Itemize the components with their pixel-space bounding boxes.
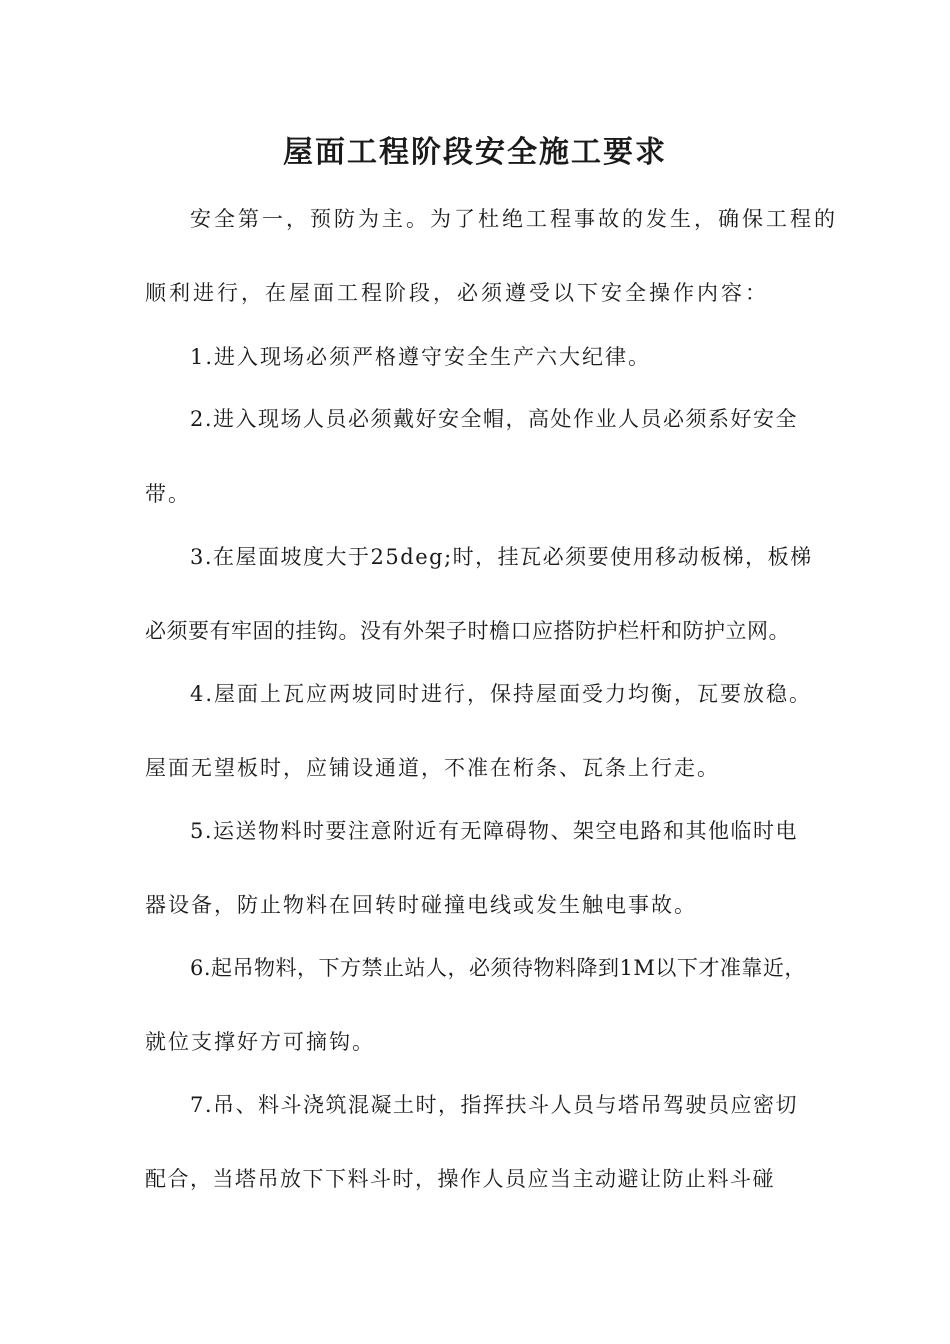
list-item-line: 3.在屋面坡度大于25deg;时，挂瓦必须要使用移动板梯，板梯 xyxy=(190,545,813,569)
list-item-line: 5.运送物料时要注意附近有无障碍物、架空电路和其他临时电 xyxy=(190,819,799,843)
list-item-line: 7.吊、料斗浇筑混凝土时，指挥扶斗人员与塔吊驾驶员应密切 xyxy=(190,1093,799,1117)
list-item-line: 器设备，防止物料在回转时碰撞电线或发生触电事故。 xyxy=(145,893,697,917)
list-item-line: 配合，当塔吊放下下料斗时，操作人员应当主动避让防止料斗碰 xyxy=(145,1167,775,1191)
list-item-line: 带。 xyxy=(145,482,191,506)
paragraph-line: 顺利进行，在屋面工程阶段，必须遵受以下安全操作内容： xyxy=(145,281,769,305)
list-item-line: 4.屋面上瓦应两坡同时进行，保持屋面受力均衡，瓦要放稳。 xyxy=(190,682,813,706)
list-item-line: 2.进入现场人员必须戴好安全帽，高处作业人员必须系好安全 xyxy=(190,407,799,431)
list-item-line: 必须要有牢固的挂钩。没有外架子时檐口应搭防护栏杆和防护立网。 xyxy=(145,619,790,643)
list-item-line: 屋面无望板时，应铺设通道，不准在桁条、瓦条上行走。 xyxy=(145,756,720,780)
document-title: 屋面工程阶段安全施工要求 xyxy=(283,135,667,170)
list-item-line: 1.进入现场必须严格遵守安全生产六大纪律。 xyxy=(190,345,652,369)
list-item-line: 就位支撑好方可摘钩。 xyxy=(145,1030,375,1054)
paragraph-line: 安全第一，预防为主。为了杜绝工程事故的发生，确保工程的 xyxy=(190,207,838,231)
list-item-line: 6.起吊物料，下方禁止站人，必须待物料降到1M以下才准靠近， xyxy=(190,956,806,980)
